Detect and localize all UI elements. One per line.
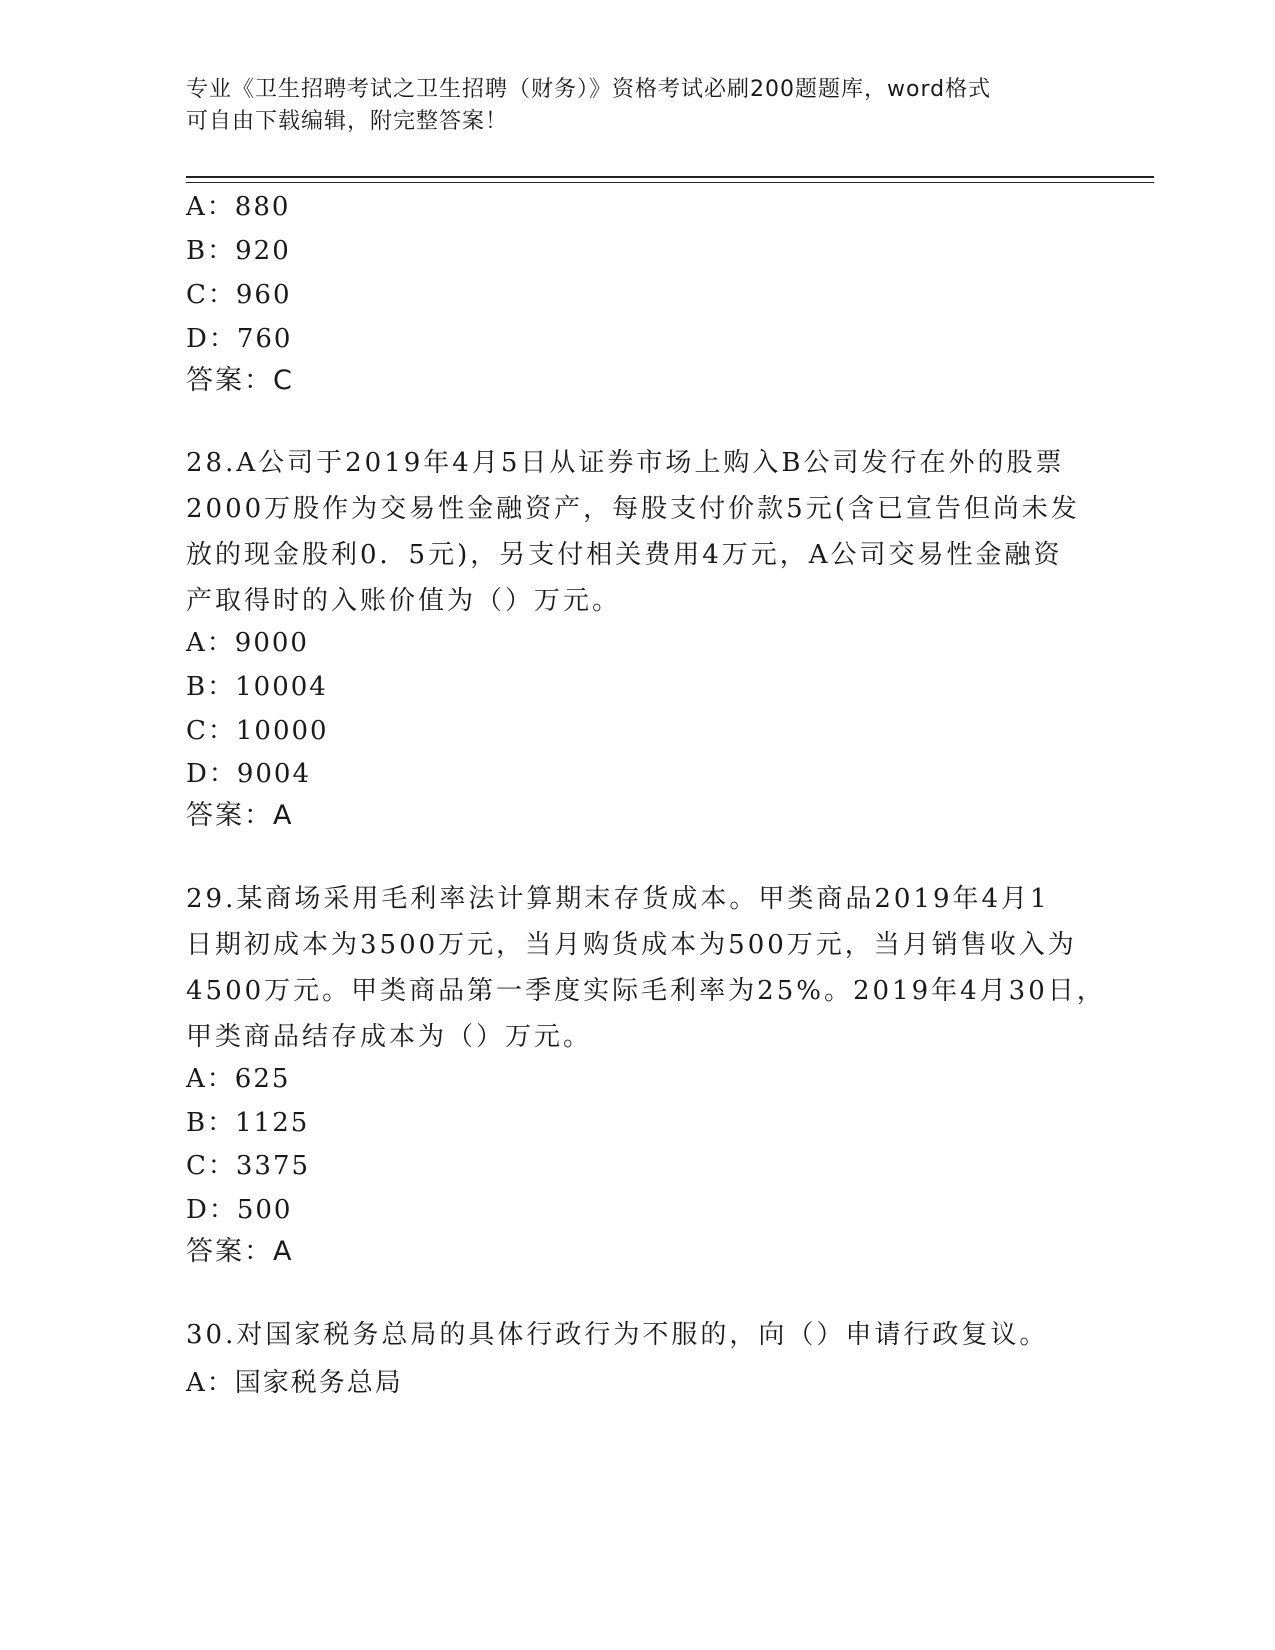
question-line: 2000万股作为交易性金融资产，每股支付价款5元(含已宣告但尚未发 (186, 494, 1080, 524)
document-header (186, 74, 1086, 138)
question-30-text (186, 1312, 1086, 1358)
header-divider (186, 176, 1154, 178)
answer: 答案：C (186, 365, 294, 396)
option-b: B：920 (186, 236, 291, 266)
header-line-1: 专业《卫生招聘考试之卫生招聘（财务）》资格考试必刷200题题库，word格式 (186, 77, 992, 102)
option-d: D：9004 (186, 759, 312, 789)
question-29-text (186, 876, 1106, 1060)
option-c: C：10000 (186, 716, 329, 746)
option-a: A：880 (186, 192, 291, 222)
option-c: C：3375 (186, 1151, 311, 1181)
header-divider-thin (186, 182, 1154, 183)
option-c: C：960 (186, 280, 292, 310)
question-line: 产取得时的入账价值为（）万元。 (186, 586, 622, 616)
answer: 答案：A (186, 800, 294, 831)
option-d: D：500 (186, 1195, 293, 1225)
question-line: 29.某商场采用毛利率法计算期末存货成本。甲类商品2019年4月1 (186, 884, 1050, 914)
option-b: B：1125 (186, 1108, 310, 1138)
question-line: 30.对国家税务总局的具体行政行为不服的，向（）申请行政复议。 (186, 1320, 1049, 1350)
question-line: 甲类商品结存成本为（）万元。 (186, 1022, 593, 1052)
option-d: D：760 (186, 324, 293, 354)
option-a: A：国家税务总局 (186, 1368, 403, 1398)
question-line: 放的现金股利0．5元)，另支付相关费用4万元，A公司交易性金融资 (186, 540, 1063, 570)
question-line: 日期初成本为3500万元，当月购货成本为500万元，当月销售收入为 (186, 930, 1077, 960)
header-line-2: 可自由下载编辑，附完整答案！ (186, 109, 509, 134)
question-line: 28.A公司于2019年4月5日从证券市场上购入B公司发行在外的股票 (186, 448, 1065, 478)
option-a: A：625 (186, 1064, 291, 1094)
answer: 答案：A (186, 1236, 294, 1267)
question-line: 4500万元。甲类商品第一季度实际毛利率为25%。2019年4月30日， (186, 976, 1106, 1006)
question-28-text (186, 440, 1086, 624)
option-a: A：9000 (186, 628, 309, 658)
option-b: B：10004 (186, 672, 328, 702)
